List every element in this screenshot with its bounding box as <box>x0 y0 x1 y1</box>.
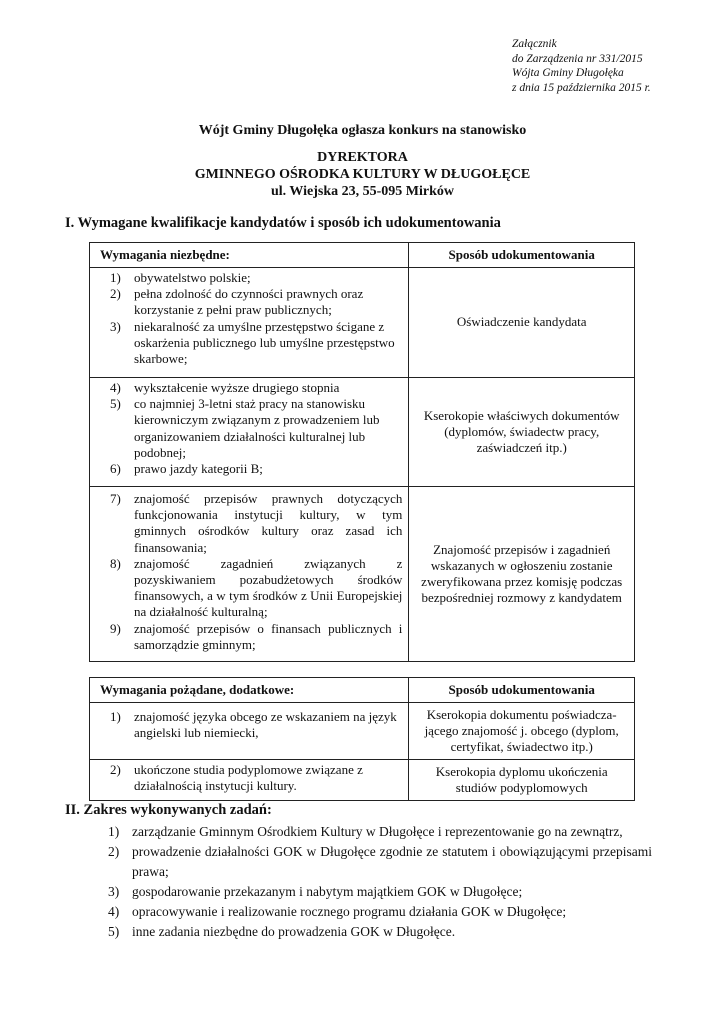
requirements-cell <box>90 703 409 760</box>
list-item: 5) co najmniej 3-letni staż pracy na stanowisku kierowniczym związanym z prowadzeniem lub organizowaniem działalności kulturalnej lub podobnej; <box>110 396 380 460</box>
list-item: 2) prowadzenie działalności GOK w Długołęce zgodnie ze statutem i obowiązującymi przepisami prawa; <box>108 844 652 879</box>
annex-note <box>512 37 651 95</box>
column-header: Wymagania pożądane, dodatkowe: <box>90 678 409 703</box>
documentation-cell: Oświadczenie kandydata <box>409 268 635 378</box>
requirements-cell <box>90 487 409 662</box>
institution-name: GMINNEGO OŚRODKA KULTURY W DŁUGOŁĘCE <box>194 167 531 182</box>
documentation-cell: Kserokopie właściwych dokumentów (dyplomów, świadectw pracy, zaświadczeń itp.) <box>409 378 635 487</box>
table-row <box>90 378 635 487</box>
list-item: 5) inne zadania niezbędne do prowadzenia GOK w Długołęce. <box>108 924 456 939</box>
list-item: 9) znajomość przepisów o finansach publicznych i samorządzie gminnym; <box>110 620 403 652</box>
section-1-title: I. Wymagane kwalifikacje kandydatów i sposób ich udokumentowania <box>65 215 501 231</box>
list-item: 4) wykształcenie wyższe drugiego stopnia <box>110 380 340 395</box>
institution-address: ul. Wiejska 23, 55-095 Mirków <box>270 184 455 199</box>
table-row <box>90 760 635 801</box>
column-header: Sposób udokumentowania <box>409 678 635 703</box>
annex-line: do Zarządzenia nr 331/2015 <box>512 52 643 65</box>
list-item: 1) obywatelstwo polskie; <box>110 270 251 285</box>
annex-line: z dnia 15 października 2015 r. <box>512 81 651 94</box>
annex-line: Załącznik <box>512 38 557 50</box>
requirements-cell <box>90 268 409 378</box>
table-header-row <box>90 243 635 268</box>
list-item: 2) pełna zdolność do czynności prawnych oraz korzystanie z pełni praw publicznych; <box>110 286 364 318</box>
desired-qualifications-table <box>89 677 635 801</box>
list-item: 8) znajomość zagadnień związanych z pozyskiwaniem pozabudżetowych środków finansowych, a w tym środków z Unii Europejskiej na działalność kulturalną; <box>110 555 403 620</box>
list-item: 3) niekaralność za umyślne przestępstwo ścigane z oskarżenia publicznego lub umyślne przestępstwo skarbowe; <box>110 318 395 367</box>
documentation-cell: Znajomość przepisów i zagadnień wskazanych w ogłoszeniu zostanie zweryfikowana przez komisję podczas bezpośredniej rozmowy z kandydatem <box>409 487 635 662</box>
list-item: 6) prawo jazdy kategorii B; <box>110 461 263 477</box>
announcement-heading: Wójt Gminy Długołęka ogłasza konkurs na stanowisko <box>198 123 527 138</box>
requirements-cell <box>90 378 409 487</box>
section-2-title: II. Zakres wykonywanych zadań: <box>65 802 272 818</box>
column-header: Sposób udokumentowania <box>409 243 635 268</box>
required-qualifications-table <box>89 242 635 662</box>
table-header-row <box>90 678 635 703</box>
annex-line: Wójta Gminy Długołęka <box>512 67 624 79</box>
documentation-cell: Kserokopia dyplomu ukończenia studiów podyplomowych <box>409 760 635 801</box>
table-row <box>90 268 635 378</box>
position-title: DYREKTORA <box>317 150 408 165</box>
column-header: Wymagania niezbędne: <box>90 243 409 268</box>
list-item: 2) ukończone studia podyplomowe związane z działalnością instytucji kultury. <box>110 762 363 794</box>
list-item: 1) znajomość języka obcego ze wskazaniem na język angielski lub niemiecki, <box>110 709 397 741</box>
duties-list <box>108 822 658 942</box>
list-item: 1) zarządzanie Gminnym Ośrodkiem Kultury w Długołęce i reprezentowanie go na zewnątrz, <box>108 824 623 839</box>
requirements-cell <box>90 760 409 801</box>
list-item: 3) gospodarowanie przekazanym i nabytym majątkiem GOK w Długołęce; <box>108 884 523 899</box>
documentation-cell: Kserokopia dokumentu poświadcza- jącego znajomość j. obcego (dyplom, certyfikat, świadectwo itp.) <box>409 703 635 760</box>
table-row <box>90 487 635 662</box>
list-item: 7) znajomość przepisów prawnych dotyczących funkcjonowania instytucji kultury, w tym gminnych ośrodków kultury oraz zasad ich finansowania; <box>110 491 403 555</box>
table-row <box>90 703 635 760</box>
list-item: 4) opracowywanie i realizowanie rocznego programu działania GOK w Długołęce; <box>108 904 567 919</box>
